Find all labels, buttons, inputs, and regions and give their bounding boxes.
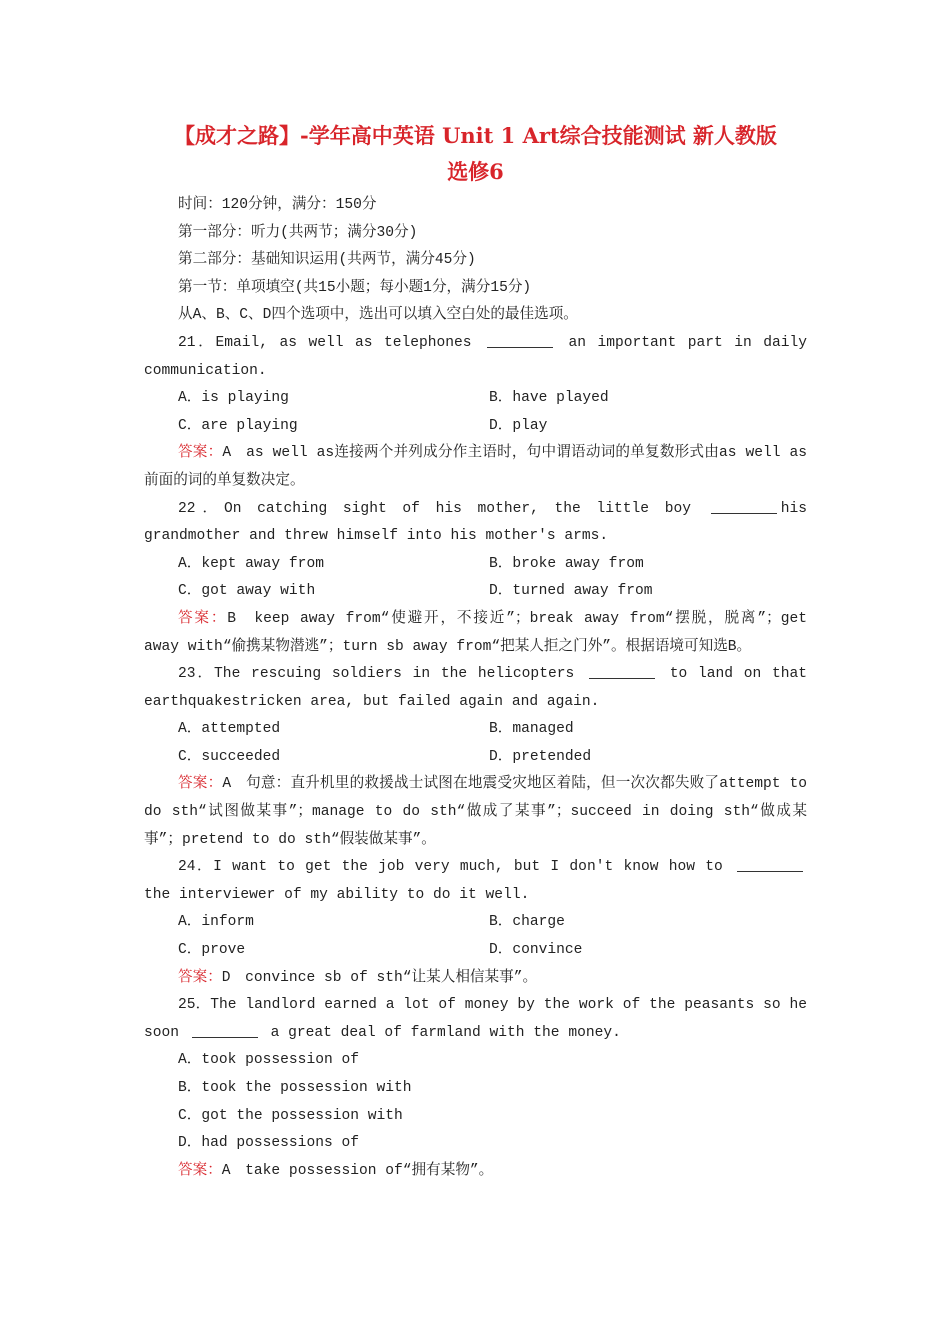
title-line-2: 选修6 [447, 159, 504, 184]
answer-text: A take possession of“拥有某物”。 [221, 1162, 494, 1179]
answer-text: A as well as连接两个并列成分作主语时，句中谓语动词的单复数形式由as well as前面的词的单复数决定。 [144, 445, 807, 489]
answer-label: 答案： [178, 1162, 222, 1179]
option-d: D．convince [489, 942, 583, 959]
question-text: 24．I want to get the job very much, but I don't know how to [178, 859, 723, 876]
question-text: 23．The rescuing soldiers in the helicopters [178, 666, 575, 683]
title-line-1: 【成才之路】-学年高中英语 Unit 1 Art综合技能测试 新人教版 [174, 123, 777, 148]
question-text: 22．On catching sight of his mother, the little boy [178, 500, 692, 517]
section-one-heading: 第一节：单项填空(共15小题；每小题1分，满分15分) [178, 279, 532, 296]
option-a: A．is playing [178, 390, 289, 407]
options-row [144, 413, 807, 441]
option-b: B．charge [489, 914, 565, 931]
option-c: C．got the possession with [178, 1107, 403, 1124]
options-row [144, 551, 807, 579]
option-c: C．prove [178, 942, 246, 959]
part-two-heading: 第二部分：基础知识运用(共两节，满分45分) [178, 252, 476, 269]
answer-blank [589, 662, 655, 679]
option-a: A．kept away from [178, 555, 324, 572]
question-text: to land on that earthquakestricken area, but failed again and again. [144, 666, 807, 710]
option-b: B．took the possession with [178, 1080, 412, 1096]
instructions: 从A、B、C、D四个选项中，选出可以填入空白处的最佳选项。 [178, 307, 578, 324]
question-text: the interviewer of my ability to do it well. [144, 886, 530, 903]
answer-blank [192, 1021, 258, 1038]
option-a: A．attempted [178, 721, 281, 738]
option-b: B．managed [489, 721, 574, 738]
part-one-heading: 第一部分：听力(共两节；满分30分) [178, 224, 418, 241]
option-a: A．took possession of [178, 1052, 359, 1069]
options-row [144, 385, 807, 413]
answer-blank [487, 331, 553, 348]
option-d: D．turned away from [489, 583, 653, 600]
answer-blank [711, 497, 777, 514]
question-23 [144, 661, 807, 716]
option-d: D．had possessions of [178, 1135, 359, 1152]
question-text: his grandmother and threw himself into his mother's arms. [144, 500, 807, 545]
answer-24 [144, 965, 807, 993]
option-d: D．play [489, 417, 548, 434]
option-b: B．have played [489, 390, 609, 407]
answer-22 [144, 606, 807, 661]
question-25 [144, 992, 807, 1047]
question-text: a great deal of farmland with the money. [270, 1024, 621, 1041]
question-text: an important part in daily communication. [144, 334, 807, 379]
option-d: D．pretended [489, 748, 592, 765]
answer-label: 答案： [178, 445, 223, 462]
answer-text: D convince sb of sth“让某人相信某事”。 [221, 969, 538, 986]
options-row [144, 578, 807, 606]
answer-text: A 句意：直升机里的救援战士试图在地震受灾地区着陆，但一次次都失败了attempt to do sth“试图做某事”；manage to do sth“做成了某事”；succeed in doing sth“做成某事”；pretend to do sth“假装做某事”。 [144, 776, 807, 848]
option-c: C．are playing [178, 417, 298, 434]
question-text: 21．Email, as well as telephones [178, 334, 472, 351]
option-a: A．inform [178, 914, 254, 931]
option-c: C．got away with [178, 583, 316, 600]
question-21 [144, 330, 807, 385]
answer-label: 答案： [178, 969, 222, 986]
options-row [144, 909, 807, 937]
options-row [144, 937, 807, 965]
question-24 [144, 854, 807, 909]
answer-23 [144, 771, 807, 854]
options-row [144, 716, 807, 744]
options-row [144, 744, 807, 772]
answer-25 [144, 1158, 807, 1186]
answer-label: 答案： [178, 610, 228, 627]
answer-21 [144, 440, 807, 495]
option-c: C．succeeded [178, 748, 281, 765]
answer-label: 答案： [178, 776, 223, 793]
question-text: 25．The landlord earned a lot of money by the work of the peasants so he soon [144, 997, 807, 1041]
document-page [144, 118, 807, 1185]
exam-time: 时间：120分钟，满分：150分 [178, 197, 377, 213]
answer-text: B keep away from“使避开，不接近”；break away from“摆脱，脱离”；get away with“偷携某物潜逃”；turn sb away from“把某人拒之门外”。根据语境可知选B。 [144, 610, 807, 655]
option-b: B．broke away from [489, 555, 644, 572]
question-22 [144, 496, 807, 551]
answer-blank [737, 855, 803, 872]
document-title [114, 118, 837, 190]
